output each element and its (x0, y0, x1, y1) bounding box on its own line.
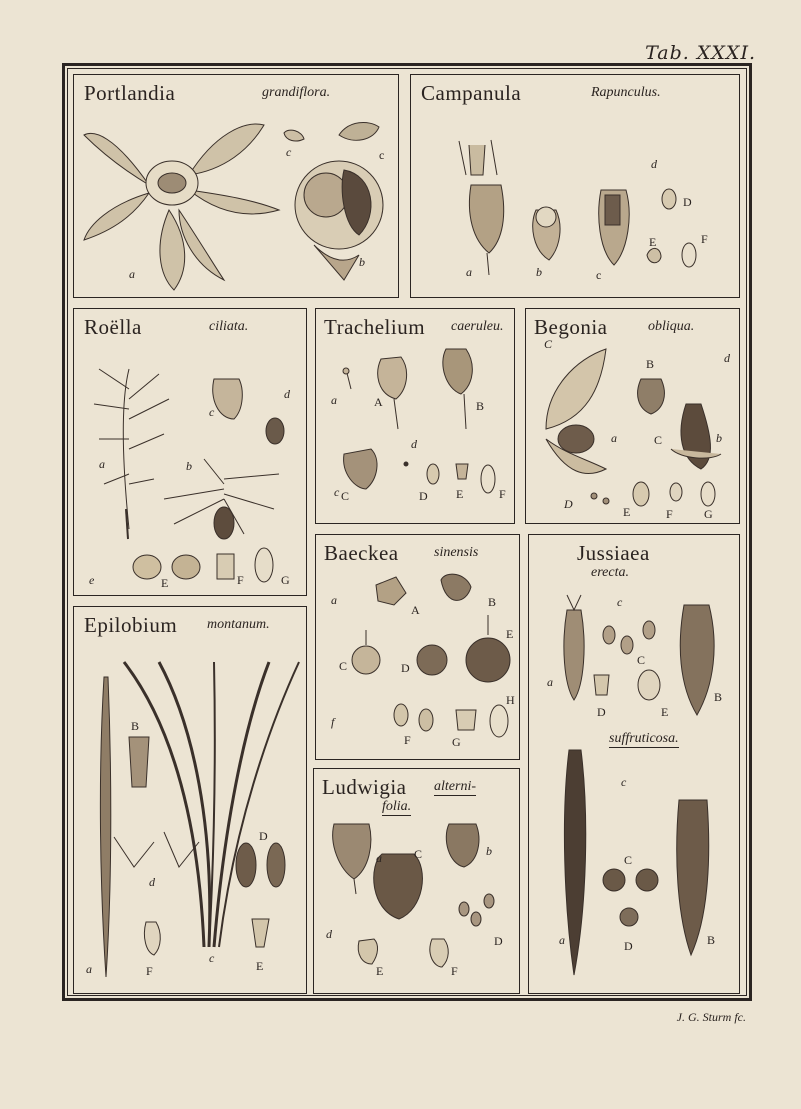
fig-letter: C (414, 847, 423, 861)
fig-letter: D (624, 939, 633, 953)
fig-letter: C (654, 433, 663, 447)
fig-letter: B (646, 357, 655, 371)
fig-letter: c (596, 268, 602, 282)
fig-letter: a (129, 267, 135, 281)
fig-letter: D (419, 489, 428, 503)
species-name: obliqua. (648, 319, 695, 334)
genus-title: Epilobium (84, 613, 178, 637)
species-name: ciliata. (209, 319, 249, 334)
campanula-illustration (411, 75, 740, 298)
fig-letter: c (379, 148, 385, 162)
begonia-illustration (526, 309, 740, 524)
genus-title: Roëlla (84, 315, 142, 339)
fig-letter: F (404, 733, 411, 747)
species-name: alterni- (434, 779, 476, 794)
fig-letter: c (209, 951, 215, 965)
fig-letter: B (714, 690, 723, 704)
fig-letter: G (281, 573, 290, 587)
fig-letter: B (707, 933, 716, 947)
fig-letter: E (161, 576, 169, 590)
fig-letter: C (624, 853, 633, 867)
fig-letter: a (331, 393, 337, 407)
fig-letter: d (411, 437, 417, 451)
species-name: erecta. (591, 565, 629, 580)
species-name-2: suffruticosa. (609, 731, 679, 746)
panel-baeckea (315, 534, 520, 760)
ludwigia-illustration (314, 769, 520, 994)
fig-letter: D (494, 934, 503, 948)
genus-title: Begonia (534, 315, 608, 339)
fig-letter: d (651, 157, 657, 171)
fig-letter: c (334, 485, 340, 499)
fig-letter: a (466, 265, 472, 279)
fig-letter: e (89, 573, 95, 587)
fig-letter: E (649, 235, 657, 249)
genus-title: Trachelium (324, 315, 426, 339)
fig-letter: a (376, 851, 382, 865)
fig-letter: b (536, 265, 542, 279)
fig-letter: d (724, 351, 730, 365)
fig-letter: b (359, 255, 365, 269)
panel-roella (73, 308, 307, 596)
engraver-signature: J. G. Sturm fc. (676, 1010, 746, 1024)
species-name: Rapunculus. (591, 85, 661, 100)
fig-letter: G (452, 735, 461, 749)
plate-number: Tab. XXXI. (645, 42, 756, 64)
fig-letter: C (544, 337, 553, 351)
panel-begonia (525, 308, 740, 524)
portlandia-illustration (74, 75, 399, 298)
fig-letter: d (149, 875, 155, 889)
fig-letter: D (597, 705, 606, 719)
fig-letter: F (146, 964, 153, 978)
baeckea-illustration (316, 535, 520, 760)
fig-letter: F (237, 573, 244, 587)
fig-letter: c (286, 145, 292, 159)
fig-letter: b (186, 459, 192, 473)
fig-letter: B (488, 595, 497, 609)
fig-letter: D (683, 195, 692, 209)
fig-letter: E (376, 964, 384, 978)
fig-letter: c (621, 775, 627, 789)
fig-letter: F (701, 232, 708, 246)
fig-letter: H (506, 693, 515, 707)
fig-letter: d (284, 387, 290, 401)
fig-letter: B (476, 399, 485, 413)
fig-letter: F (451, 964, 458, 978)
fig-letter: a (86, 962, 92, 976)
genus-title: Portlandia (84, 81, 176, 105)
fig-letter: a (611, 431, 617, 445)
genus-title: Jussiaea (577, 541, 650, 565)
roella-illustration (74, 309, 307, 596)
fig-letter: a (547, 675, 553, 689)
fig-letter: a (99, 457, 105, 471)
panel-portlandia (73, 74, 399, 298)
panel-ludwigia (313, 768, 520, 994)
fig-letter: f (331, 715, 335, 729)
fig-letter: F (499, 487, 506, 501)
species-name-2: folia. (382, 799, 412, 814)
fig-letter: C (339, 659, 348, 673)
fig-letter: a (331, 593, 337, 607)
fig-letter: C (341, 489, 350, 503)
panel-campanula (410, 74, 740, 298)
fig-letter: a (559, 933, 565, 947)
fig-letter: D (259, 829, 268, 843)
panel-trachelium (315, 308, 515, 524)
fig-letter: C (637, 653, 646, 667)
fig-letter: E (256, 959, 264, 973)
fig-letter: D (564, 497, 573, 511)
species-name: caeruleu. (451, 319, 504, 334)
genus-title: Ludwigia (322, 775, 407, 799)
fig-letter: E (623, 505, 631, 519)
fig-letter: E (456, 487, 464, 501)
fig-letter: A (411, 603, 420, 617)
fig-letter: E (661, 705, 669, 719)
fig-letter: E (506, 627, 514, 641)
epilobium-illustration (74, 607, 307, 994)
panel-epilobium (73, 606, 307, 994)
fig-letter: b (716, 431, 722, 445)
fig-letter: c (617, 595, 623, 609)
species-name: montanum. (207, 617, 270, 632)
fig-letter: G (704, 507, 713, 521)
fig-letter: D (401, 661, 410, 675)
fig-letter: A (374, 395, 383, 409)
panel-jussiaea (528, 534, 740, 994)
fig-letter: b (486, 844, 492, 858)
genus-title: Baeckea (324, 541, 399, 565)
fig-letter: B (131, 719, 140, 733)
fig-letter: F (666, 507, 673, 521)
fig-letter: c (209, 405, 215, 419)
genus-title: Campanula (421, 81, 522, 105)
species-name: sinensis (434, 545, 479, 560)
fig-letter: d (326, 927, 332, 941)
species-name: grandiflora. (262, 85, 331, 100)
jussiaea-illustration (529, 535, 740, 994)
